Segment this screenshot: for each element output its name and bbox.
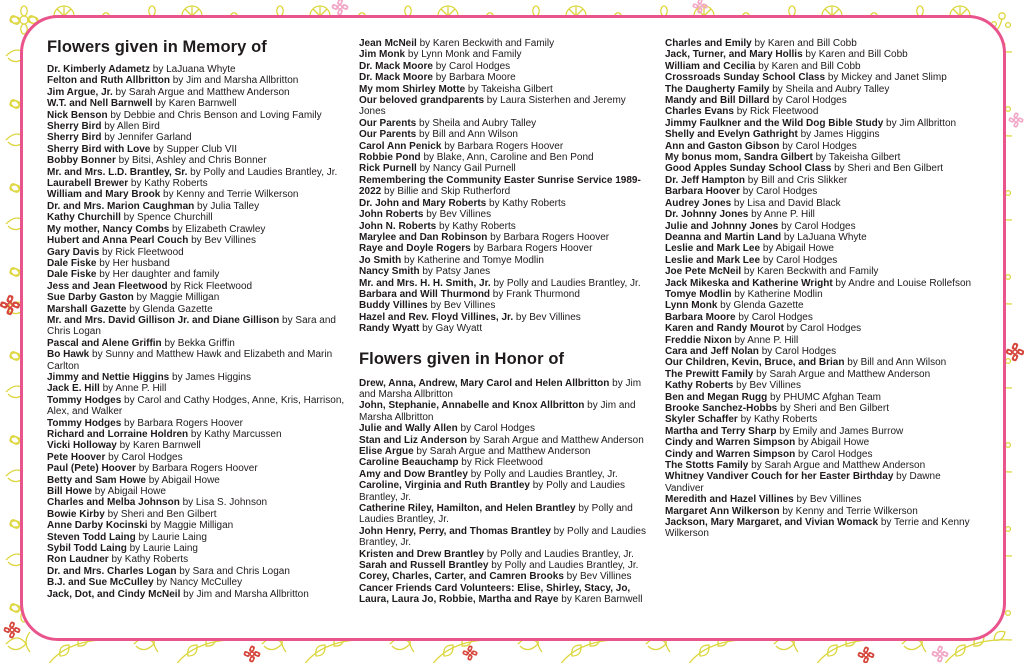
tribute-entry: Betty and Sam Howe by Abigail Howe bbox=[47, 474, 220, 486]
tribute-entry: Leslie and Mark Lee by Carol Hodges bbox=[665, 254, 838, 266]
tribute-entry: John Roberts by Bev Villines bbox=[359, 209, 492, 221]
tribute-entry: Julie and Wally Allen by Carol Hodges bbox=[359, 423, 535, 435]
honor-heading: Flowers given in Honor of bbox=[359, 349, 565, 368]
content-panel bbox=[20, 15, 1006, 641]
tribute-entry: John N. Roberts by Kathy Roberts bbox=[359, 220, 516, 232]
tribute-entry: Jimmy and Nettie Higgins by James Higgins bbox=[47, 371, 251, 383]
tribute-entry: Jack Mikeska and Katherine Wright by Andre and Louise Rollefson bbox=[665, 277, 972, 289]
tribute-entry: Hubert and Anna Pearl Couch by Bev Villines bbox=[47, 235, 256, 247]
tribute-entry: Carol Ann Penick by Barbara Rogers Hoover bbox=[359, 140, 564, 152]
tribute-entry: Jess and Jean Fleetwood by Rick Fleetwood bbox=[47, 280, 253, 292]
tribute-entry: Anne Darby Kocinski by Maggie Milligan bbox=[47, 520, 234, 532]
memory-list-col1 bbox=[47, 64, 347, 600]
tribute-entry: Barbara Moore by Carol Hodges bbox=[665, 311, 813, 323]
tribute-entry: Martha and Terry Sharp by Emily and James Burrow bbox=[665, 425, 904, 437]
tribute-entry: Dr. Mack Moore by Carol Hodges bbox=[359, 60, 511, 72]
tribute-entry: Dr. Kimberly Adametz by LaJuana Whyte bbox=[47, 64, 236, 75]
tribute-entry: Barbara and Will Thurmond by Frank Thurmond bbox=[359, 288, 580, 300]
tribute-entry: Elise Argue by Sarah Argue and Matthew Anderson bbox=[359, 446, 591, 457]
tribute-entry: Jimmy Faulkner and the Wild Dog Bible Study by Jim Allbritton bbox=[665, 117, 957, 129]
tribute-entry: Paul (Pete) Hoover by Barbara Rogers Hoover bbox=[47, 463, 258, 475]
tribute-entry: Raye and Doyle Rogers by Barbara Rogers Hoover bbox=[359, 243, 593, 255]
tribute-entry: Jean McNeil by Karen Beckwith and Family bbox=[359, 38, 555, 49]
tribute-entry: Margaret Ann Wilkerson by Kenny and Terrie Wilkerson bbox=[665, 505, 918, 517]
tribute-entry: Buddy Villines by Bev Villines bbox=[359, 300, 496, 312]
column-3 bbox=[665, 38, 975, 626]
tribute-entry: Our Children, Kevin, Bruce, and Brian by Bill and Ann Wilson bbox=[665, 357, 947, 369]
tribute-entry: Our beloved grandparents by Laura Sisterhen and Jeremy Jones bbox=[359, 95, 626, 118]
tribute-entry: Dr. Mack Moore by Barbara Moore bbox=[359, 72, 516, 84]
tribute-entry: Whitney Vandiver Couch for her Easter Birthday by Dawne Vandiver bbox=[665, 471, 941, 494]
tribute-entry: Joe Pete McNeil by Karen Beckwith and Family bbox=[665, 266, 879, 278]
tribute-entry: The Stotts Family by Sarah Argue and Matthew Anderson bbox=[665, 460, 926, 472]
tribute-entry: Freddie Nixon by Anne P. Hill bbox=[665, 334, 799, 346]
tribute-entry: Nancy Smith by Patsy Janes bbox=[359, 266, 491, 278]
tribute-entry: Sybil Todd Laing by Laurie Laing bbox=[47, 543, 198, 555]
tribute-entry: My bonus mom, Sandra Gilbert by Takeisha Gilbert bbox=[665, 152, 901, 164]
tribute-entry: Nick Benson by Debbie and Chris Benson and Loving Family bbox=[47, 109, 322, 121]
memory-heading: Flowers given in Memory of bbox=[47, 38, 267, 56]
tribute-entry: Ron Laudner by Kathy Roberts bbox=[47, 554, 189, 566]
tribute-entry: Cara and Jeff Nolan by Carol Hodges bbox=[665, 345, 837, 357]
tribute-entry: Steven Todd Laing by Laurie Laing bbox=[47, 531, 207, 543]
tribute-entry: Randy Wyatt by Gay Wyatt bbox=[359, 323, 483, 335]
tribute-entry: Amy and Dow Brantley by Polly and Laudies Brantley, Jr. bbox=[359, 468, 618, 480]
tribute-entry: Mr. and Mrs. L.D. Brantley, Sr. by Polly and Laudies Brantley, Jr. bbox=[47, 166, 338, 178]
tribute-entry: Crossroads Sunday School Class by Mickey and Janet Slimp bbox=[665, 72, 947, 84]
tribute-entry: William and Mary Brook by Kenny and Terrie Wilkerson bbox=[47, 189, 299, 201]
tribute-entry: Skyler Schaffer by Kathy Roberts bbox=[665, 414, 818, 426]
tribute-entry: Jim Argue, Jr. by Sarah Argue and Matthew Anderson bbox=[47, 86, 290, 98]
tribute-entry: Remembering the Community Easter Sunrise Service 1989-2022 by Billie and Skip Rutherford bbox=[359, 174, 641, 198]
tribute-entry: Bobby Bonner by Bitsi, Ashley and Chris Bonner bbox=[47, 155, 267, 167]
tribute-entry: Jo Smith by Katherine and Tomye Modlin bbox=[359, 254, 544, 266]
tribute-entry: Barbara Hoover by Carol Hodges bbox=[665, 186, 818, 198]
tribute-entry: Ann and Gaston Gibson by Carol Hodges bbox=[665, 140, 857, 152]
tribute-entry: Felton and Ruth Allbritton by Jim and Marsha Allbritton bbox=[47, 75, 299, 87]
tribute-entry: Dale Fiske by Her husband bbox=[47, 257, 170, 269]
tribute-entry: Tommy Hodges by Carol and Cathy Hodges, Anne, Kris, Harrison, Alex, and Walker bbox=[47, 394, 345, 418]
tribute-entry: Julie and Johnny Jones by Carol Hodges bbox=[665, 220, 856, 232]
tribute-entry: Sherry Bird with Love by Supper Club VII bbox=[47, 143, 238, 155]
tribute-entry: Dr. and Mrs. Marion Caughman by Julia Talley bbox=[47, 200, 260, 212]
tribute-entry: Tommy Hodges by Barbara Rogers Hoover bbox=[47, 417, 244, 429]
tribute-entry: Dr. Johnny Jones by Anne P. Hill bbox=[665, 209, 815, 221]
tribute-entry: Pete Hoover by Carol Hodges bbox=[47, 451, 183, 463]
tribute-entry: Mr. and Mrs. H. H. Smith, Jr. by Polly and Laudies Brantley, Jr. bbox=[359, 277, 641, 289]
memory-list-col2 bbox=[359, 38, 653, 335]
tribute-entry: Charles and Melba Johnson by Lisa S. Johnson bbox=[47, 497, 268, 509]
tribute-entry: The Daugherty Family by Sheila and Aubry Talley bbox=[665, 83, 890, 95]
tribute-entry: John Henry, Perry, and Thomas Brantley by Polly and Laudies Brantley, Jr. bbox=[359, 525, 646, 549]
tribute-entry: Ben and Megan Rugg by PHUMC Afghan Team bbox=[665, 391, 881, 403]
column-1 bbox=[47, 38, 347, 626]
tribute-entry: Kathy Roberts by Bev Villines bbox=[665, 380, 801, 392]
tribute-entry: John, Stephanie, Annabelle and Knox Allbritton by Jim and Marsha Allbritton bbox=[359, 400, 636, 423]
tribute-entry: Charles Evans by Rick Fleetwood bbox=[665, 106, 819, 118]
tribute-entry: W.T. and Nell Barnwell by Karen Barnwell bbox=[47, 98, 237, 110]
tribute-entry: Marshall Gazette by Glenda Gazette bbox=[47, 303, 213, 315]
honor-list-col2 bbox=[359, 378, 653, 606]
tribute-entry: Our Parents by Bill and Ann Wilson bbox=[359, 129, 518, 141]
tribute-entry: Jack E. Hill by Anne P. Hill bbox=[47, 383, 167, 395]
tribute-entry: Vicki Holloway by Karen Barnwell bbox=[47, 440, 201, 452]
tribute-entry: Karen and Randy Mourot by Carol Hodges bbox=[665, 323, 862, 335]
tribute-entry: Deanna and Martin Land by LaJuana Whyte bbox=[665, 231, 867, 243]
tribute-entry: Brooke Sanchez-Hobbs by Sheri and Ben Gilbert bbox=[665, 403, 889, 414]
tribute-entry: Bill Howe by Abigail Howe bbox=[47, 486, 166, 498]
tribute-entry: Catherine Riley, Hamilton, and Helen Brantley by Polly and Laudies Brantley, Jr. bbox=[359, 503, 633, 526]
tribute-entry: Charles and Emily by Karen and Bill Cobb bbox=[665, 38, 857, 49]
tribute-entry: Sherry Bird by Jennifer Garland bbox=[47, 132, 192, 144]
tribute-entry: Leslie and Mark Lee by Abigail Howe bbox=[665, 243, 834, 255]
tribute-entry: Kathy Churchill by Spence Churchill bbox=[47, 212, 213, 224]
tribute-entry: My mother, Nancy Combs by Elizabeth Crawley bbox=[47, 223, 266, 235]
tribute-entry: Laurabell Brewer by Kathy Roberts bbox=[47, 178, 208, 190]
tribute-entry: Kristen and Drew Brantley by Polly and Laudies Brantley, Jr. bbox=[359, 548, 634, 560]
tribute-entry: Hazel and Rev. Floyd Villines, Jr. by Bev Villines bbox=[359, 311, 581, 323]
tribute-entry: Caroline, Virginia and Ruth Brantley by Polly and Laudies Brantley, Jr. bbox=[359, 480, 626, 503]
tribute-entry: Our Parents by Sheila and Aubry Talley bbox=[359, 117, 537, 129]
tribute-entry: William and Cecilia by Karen and Bill Cobb bbox=[665, 60, 861, 72]
tribute-entry: The Prewitt Family by Sarah Argue and Matthew Anderson bbox=[665, 368, 931, 380]
tribute-entry: Meredith and Hazel Villines by Bev Villines bbox=[665, 494, 862, 506]
tribute-entry: Gary Davis by Rick Fleetwood bbox=[47, 246, 184, 258]
tribute-entry: Sherry Bird by Allen Bird bbox=[47, 121, 160, 133]
tribute-entry: Rick Purnell by Nancy Gail Purnell bbox=[359, 163, 516, 175]
tribute-entry: Marylee and Dan Robinson by Barbara Rogers Hoover bbox=[359, 231, 610, 243]
tribute-entry: Cindy and Warren Simpson by Carol Hodges bbox=[665, 448, 873, 460]
tribute-entry: Lynn Monk by Glenda Gazette bbox=[665, 300, 804, 312]
tribute-entry: Tomye Modlin by Katherine Modlin bbox=[665, 288, 823, 300]
tribute-entry: Jack, Dot, and Cindy McNeil by Jim and Marsha Allbritton bbox=[47, 588, 309, 600]
tribute-entry: Sarah and Russell Brantley by Polly and Laudies Brantley, Jr. bbox=[359, 560, 639, 572]
tribute-entry: Pascal and Alene Griffin by Bekka Griffin bbox=[47, 337, 235, 349]
tribute-entry: Bowie Kirby by Sheri and Ben Gilbert bbox=[47, 508, 217, 520]
tribute-entry: Mr. and Mrs. David Gillison Jr. and Diane Gillison by Sara and Chris Logan bbox=[47, 314, 336, 338]
tribute-entry: Good Apples Sunday School Class by Sheri and Ben Gilbert bbox=[665, 163, 944, 175]
tribute-entry: Cindy and Warren Simpson by Abigail Howe bbox=[665, 437, 870, 449]
tribute-entry: Jack, Turner, and Mary Hollis by Karen and Bill Cobb bbox=[665, 49, 908, 61]
tribute-entry: Bo Hawk by Sunny and Matthew Hawk and Elizabeth and Marin Carlton bbox=[47, 349, 333, 372]
tribute-entry: Audrey Jones by Lisa and David Black bbox=[665, 197, 841, 209]
tribute-entry: Jackson, Mary Margaret, and Vivian Womack by Terrie and Kenny Wilkerson bbox=[665, 517, 970, 540]
tribute-entry: Dr. John and Mary Roberts by Kathy Roberts bbox=[359, 197, 566, 209]
tribute-entry: Dale Fiske by Her daughter and family bbox=[47, 269, 220, 281]
tribute-entry: My mom Shirley Motte by Takeisha Gilbert bbox=[359, 83, 553, 95]
tribute-entry: Richard and Lorraine Holdren by Kathy Marcussen bbox=[47, 429, 282, 440]
tribute-entry: Dr. and Mrs. Charles Logan by Sara and Chris Logan bbox=[47, 565, 290, 577]
tribute-entry: Dr. Jeff Hampton by Bill and Cris Slikker bbox=[665, 174, 848, 186]
tribute-entry: Sue Darby Gaston by Maggie Milligan bbox=[47, 292, 220, 304]
tribute-entry: B.J. and Sue McCulley by Nancy McCulley bbox=[47, 577, 243, 589]
tribute-entry: Jim Monk by Lynn Monk and Family bbox=[359, 49, 522, 61]
column-2 bbox=[359, 38, 653, 626]
tribute-entry: Mandy and Bill Dillard by Carol Hodges bbox=[665, 95, 847, 107]
tribute-entry: Stan and Liz Anderson by Sarah Argue and Matthew Anderson bbox=[359, 434, 644, 446]
tribute-entry: Shelly and Evelyn Gathright by James Higgins bbox=[665, 129, 880, 141]
tribute-entry: Drew, Anna, Andrew, Mary Carol and Helen Allbritton by Jim and Marsha Allbritton bbox=[359, 377, 642, 400]
tribute-entry: Cancer Friends Card Volunteers: Elise, Shirley, Stacy, Jo, Laura, Laura Jo, Robbie, Martha and Raye by Karen Barnwell bbox=[359, 582, 643, 606]
honor-list-col3 bbox=[665, 38, 975, 540]
tribute-entry: Corey, Charles, Carter, and Camren Brooks by Bev Villines bbox=[359, 571, 632, 583]
tribute-entry: Robbie Pond by Blake, Ann, Caroline and Ben Pond bbox=[359, 152, 594, 164]
tribute-entry: Caroline Beauchamp by Rick Fleetwood bbox=[359, 457, 543, 469]
